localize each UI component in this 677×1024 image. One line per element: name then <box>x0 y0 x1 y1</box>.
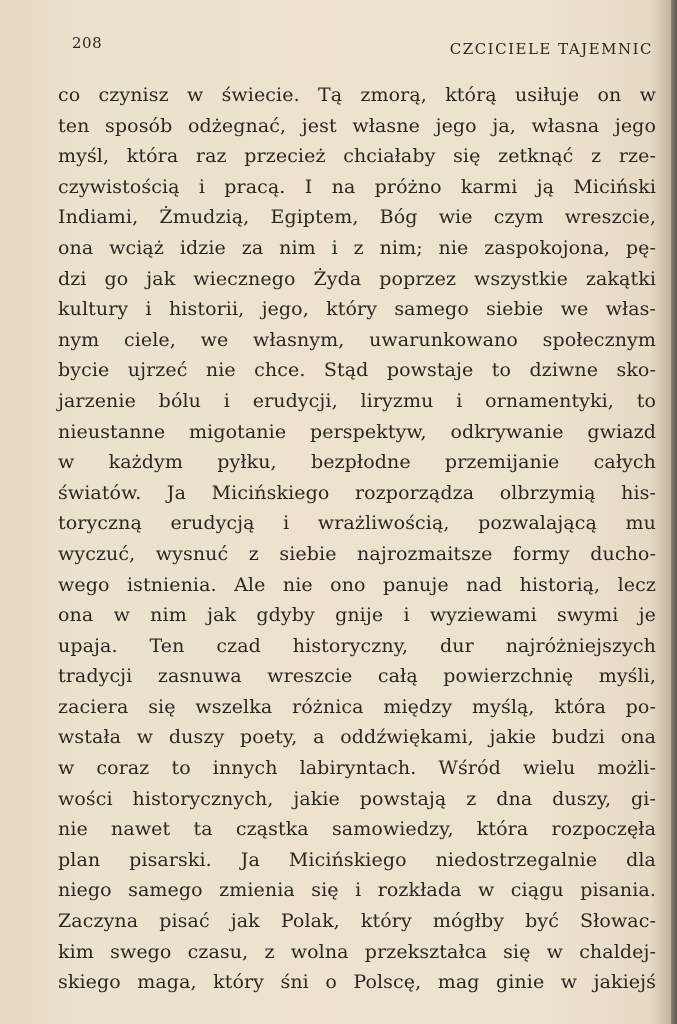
text-line: nym ciele, we własnym, uwarunkowano społecznym <box>58 328 656 351</box>
text-line: bycie ujrzeć nie chce. Stąd powstaje to dziwne sko- <box>58 359 656 382</box>
text-line: jarzenie bólu i erudycji, liryzmu i ornamentyki, to <box>58 389 656 412</box>
text-line: niego samego zmienia się i rozkłada w ciągu pisania. <box>58 879 656 902</box>
text-line: w każdym pyłku, bezpłodne przemijanie całych <box>58 451 656 474</box>
text-line: ona w nim jak gdyby gnije i wyziewami swymi je <box>58 604 656 627</box>
text-line: upaja. Ten czad historyczny, dur najróżniejszych <box>58 634 656 657</box>
text-line: co czynisz w świecie. Tą zmorą, którą usiłuje on w <box>58 84 656 106</box>
text-line: skiego maga, który śni o Polscę, mag ginie w jakiejś <box>58 971 656 994</box>
text-line: wości historycznych, jakie powstają z dna duszy, gi- <box>58 787 656 810</box>
text-line: ten sposób odżegnać, jest własne jego ja, własna jego <box>58 114 656 137</box>
text-line: czywistością i pracą. I na próżno karmi ją Miciński <box>58 175 656 198</box>
text-line: nie nawet ta cząstka samowiedzy, która rozpoczęła <box>58 818 656 841</box>
body-text <box>58 80 656 998</box>
page-number: 208 <box>72 34 103 52</box>
running-title: CZCICIELE TAJEMNIC <box>449 40 653 58</box>
text-line: plan pisarski. Ja Micińskiego niedostrzegalnie dla <box>58 848 656 871</box>
text-line: nieustanne migotanie perspektyw, odkrywanie gwiazd <box>58 420 656 443</box>
text-line: dzi go jak wiecznego Żyda poprzez wszystkie zakątki <box>58 267 656 290</box>
page-edge-shadow <box>671 0 677 1024</box>
text-line: myśl, która raz przecież chciałaby się zetknąć z rze- <box>58 145 656 168</box>
text-line: kim swego czasu, z wolna przekształca się w chaldej- <box>58 940 656 963</box>
text-line: wstała w duszy poety, a oddźwiękami, jakie budzi ona <box>58 726 656 749</box>
text-line: w coraz to innych labiryntach. Wśród wielu możli- <box>58 757 656 780</box>
text-line: wego istnienia. Ale nie ono panuje nad historią, lecz <box>58 573 656 596</box>
text-line: Indiami, Żmudzią, Egiptem, Bóg wie czym wreszcie, <box>58 206 656 229</box>
text-line: toryczną erudycją i wrażliwością, pozwalającą mu <box>58 512 656 535</box>
text-line: tradycji zasnuwa wreszcie całą powierzchnię myśli, <box>58 665 656 688</box>
text-line: ona wciąż idzie za nim i z nim; nie zaspokojona, pę- <box>58 236 656 259</box>
text-line: wyczuć, wysnuć z siebie najrozmaitsze formy ducho- <box>58 542 656 565</box>
text-line: Zaczyna pisać jak Polak, który mógłby być Słowac- <box>58 910 656 933</box>
text-line: światów. Ja Micińskiego rozporządza olbrzymią his- <box>58 481 656 504</box>
text-line: kultury i historii, jego, który samego siebie we włas- <box>58 298 656 321</box>
text-line: zaciera się wszelka różnica między myślą, która po- <box>58 695 656 718</box>
